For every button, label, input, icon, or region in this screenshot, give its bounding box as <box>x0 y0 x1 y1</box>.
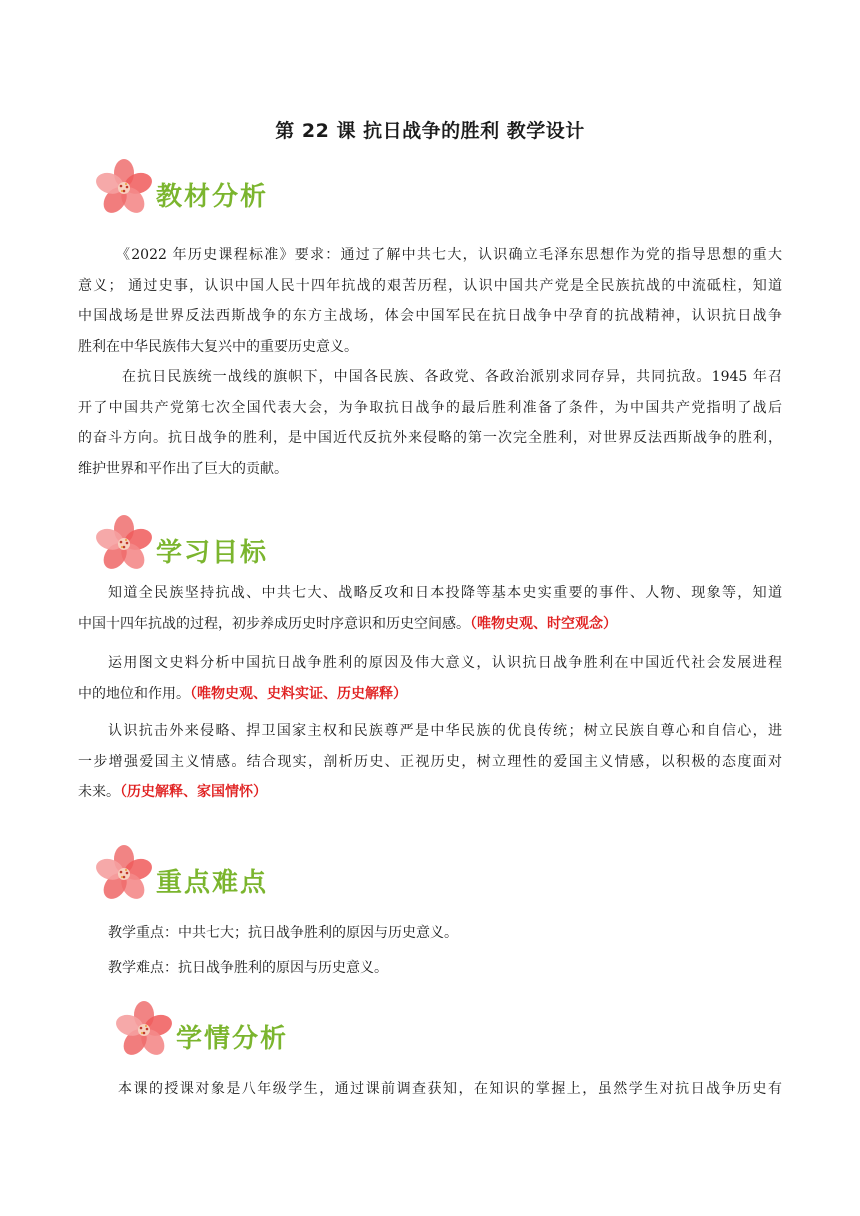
text-line: 中的地位和作用。 <box>78 685 190 702</box>
text-line: 知道全民族坚持抗战、中共七大、战略反攻和日本投降等基本史实重要的事件、人物、现象等，知道 <box>108 585 782 601</box>
section-heading: 学习目标 <box>156 538 269 568</box>
textbook-paragraph-2 <box>78 362 782 484</box>
text-line: 一步增强爱国主义情感。结合现实，剖析历史、正视历史，树立理性的爱国主义情感，以积极的态度面对 <box>78 753 782 770</box>
section-heading: 重点难点 <box>156 868 269 898</box>
text-line: 运用图文史料分析中国抗日战争胜利的原因及伟大意义，认识抗日战争胜利在中国近代社会发展进程 <box>108 655 782 671</box>
goal-paragraph-2 <box>78 648 782 709</box>
text-line: 中国战场是世界反法西斯战争的东方主战场，体会中国军民在抗日战争中孕育的抗战精神，认识抗日战争 <box>78 308 782 324</box>
literacy-tag: （历史解释、家国情怀） <box>120 784 267 800</box>
section-heading: 教材分析 <box>156 182 269 212</box>
flower-icon <box>94 840 158 904</box>
text-line: 认识抗击外来侵略、捍卫国家主权和民族尊严是中华民族的优良传统；树立民族自尊心和自信心，进 <box>108 723 782 739</box>
text-line: 的奋斗方向。抗日战争的胜利，是中国近代反抗外来侵略的第一次完全胜利，对世界反法西斯战争的胜利， <box>78 430 782 446</box>
text-line: 胜利在中华民族伟大复兴中的重要历史意义。 <box>78 338 358 355</box>
teaching-difficulty: 教学难点：抗日战争胜利的原因与历史意义。 <box>108 960 388 976</box>
literacy-tag: （唯物史观、史料实证、历史解释） <box>190 685 407 702</box>
goal-paragraph-3 <box>78 716 782 808</box>
flower-icon <box>114 996 178 1060</box>
goal-paragraph-1 <box>78 578 782 639</box>
text-line: 维护世界和平作出了巨大的贡献。 <box>78 460 288 477</box>
text-line: 未来。 <box>78 784 120 800</box>
text-line: 《2022 年历史课程标准》要求：通过了解中共七大，认识确立毛泽东思想作为党的指导思想的重大 <box>116 247 782 263</box>
text-line: 意义； 通过史事，认识中国人民十四年抗战的艰苦历程，认识中国共产党是全民族抗战的中流砥柱，知道 <box>78 277 782 294</box>
text-line: 在抗日民族统一战线的旗帜下，中国各民族、各政党、各政治派别求同存异，共同抗敌。1945 年召 <box>122 369 782 385</box>
text-line: 开了中国共产党第七次全国代表大会，为争取抗日战争的最后胜利准备了条件，为中国共产党指明了战后 <box>78 399 782 416</box>
text-line: 中国十四年抗战的过程，初步养成历史时序意识和历史空间感。 <box>78 615 470 632</box>
flower-icon <box>94 154 158 218</box>
flower-icon <box>94 510 158 574</box>
textbook-paragraph-1 <box>78 240 782 362</box>
text-line: 本课的授课对象是八年级学生，通过课前调查获知，在知识的掌握上，虽然学生对抗日战争历史有 <box>118 1081 782 1097</box>
teaching-focus: 教学重点：中共七大；抗日战争胜利的原因与历史意义。 <box>108 925 458 941</box>
literacy-tag: （唯物史观、时空观念） <box>470 615 617 632</box>
section-heading: 学情分析 <box>176 1024 289 1054</box>
student-analysis-paragraph <box>78 1074 782 1105</box>
document-title: 第 22 课 抗日战争的胜利 教学设计 <box>275 120 585 142</box>
